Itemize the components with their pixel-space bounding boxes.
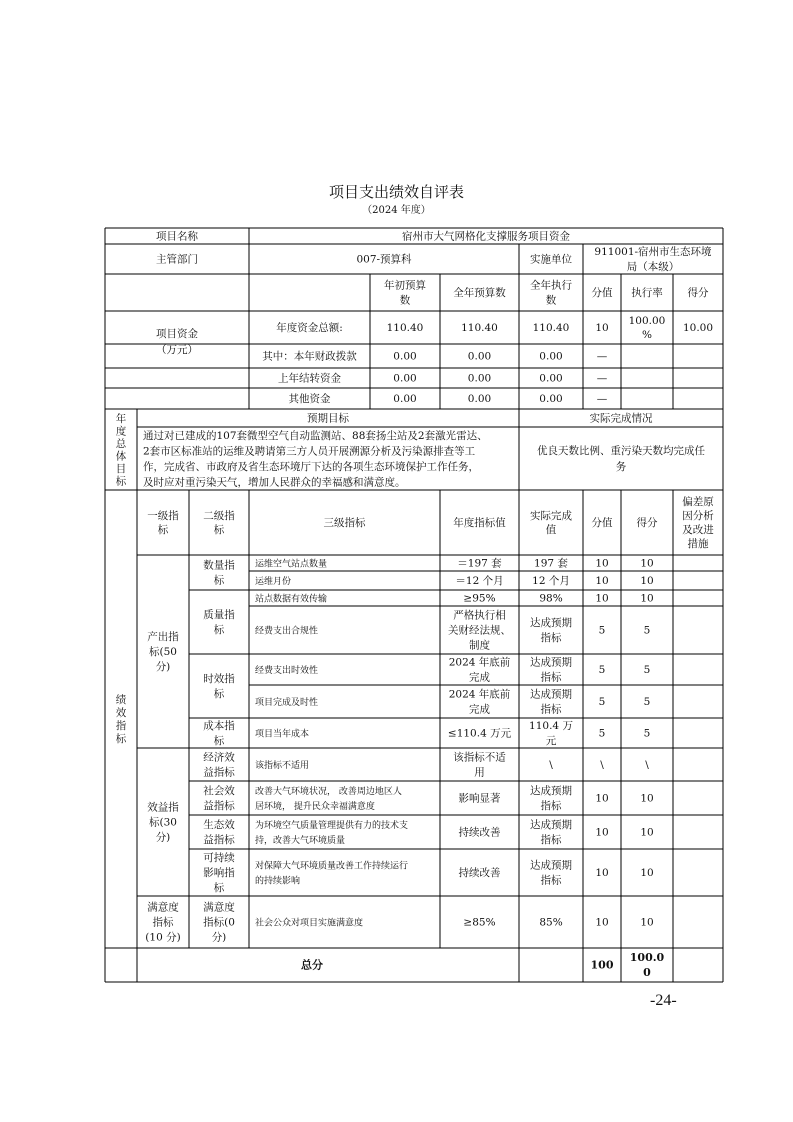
indicator-score: 10 — [595, 867, 609, 880]
expected-goal-text: 通过对已建成的107套微型空气自动监测站、88套扬尘站及2套激光雷达、 — [143, 429, 488, 442]
dept-value: 007-预算科 — [356, 253, 412, 266]
performance-side-label: 指 — [115, 720, 127, 733]
subgroup-quantity: 数量指 — [203, 559, 235, 572]
funds-row-score: 10 — [595, 322, 609, 335]
indicator-name: 改善大气环境状况， 改善周边地区人 — [255, 787, 402, 798]
indicator-score: 10 — [595, 592, 609, 605]
indicator-target: 持续改善 — [458, 867, 501, 880]
subgroup-economic: 益指标 — [203, 766, 235, 779]
project-name-value: 宿州市大气网格化支撑服务项目资金 — [402, 230, 570, 243]
actual-result-text: 务 — [615, 461, 627, 474]
indicator-got: 10 — [640, 792, 654, 805]
funds-row-full: 110.40 — [461, 322, 498, 335]
goals-side-label: 目 — [115, 462, 127, 475]
total-label: 总分 — [301, 958, 323, 972]
total-got: 0 — [643, 966, 651, 980]
subgroup-social: 社会效 — [203, 785, 235, 798]
indicator-actual: 达成预期 — [530, 617, 572, 630]
funds-row-exec: 0.00 — [539, 372, 563, 385]
indicator-actual: 元 — [545, 735, 557, 748]
indicator-target: ≤110.4 万元 — [447, 727, 512, 740]
indicator-actual: 指标 — [540, 800, 562, 813]
funds-row-label: 上年结转资金 — [278, 372, 341, 385]
funds-row-exec: 0.00 — [539, 350, 563, 363]
indicator-name: 经费支出时效性 — [255, 666, 319, 677]
col-rate: 执行率 — [631, 287, 663, 300]
project-name-label: 项目名称 — [156, 230, 198, 243]
indicator-actual: 达成预期 — [530, 688, 572, 701]
actual-result-text: 优良天数比例、重污染天数均完成任 — [537, 445, 705, 458]
goals-side-label: 总 — [115, 437, 127, 450]
indicator-actual: \ — [549, 759, 553, 772]
indicator-name: 居环境， 提升民众幸福满意度 — [255, 802, 375, 813]
indicator-score: 5 — [598, 624, 606, 637]
subgroup-cost: 成本指 — [203, 720, 235, 733]
header-level1: 一级指 — [147, 510, 179, 523]
header-score: 分值 — [591, 517, 613, 530]
group-output: 标(50 — [149, 646, 177, 659]
indicator-score: 10 — [595, 557, 609, 570]
indicator-name: 项目当年成本 — [255, 729, 310, 740]
indicator-name: 该指标不适用 — [255, 761, 310, 772]
indicator-got: 10 — [640, 867, 654, 880]
col-score: 分值 — [591, 287, 613, 300]
funds-row-initial: 0.00 — [393, 350, 417, 363]
indicator-actual: 98% — [539, 592, 563, 605]
group-benefit: 效益指 — [147, 801, 179, 814]
indicator-target: 用 — [474, 766, 485, 779]
indicator-target: 关财经法规、 — [448, 624, 511, 637]
group-satisfaction: 满意度 — [147, 901, 179, 914]
funds-row-initial: 110.40 — [386, 322, 424, 335]
funds-row-score: — — [596, 372, 608, 385]
expected-goal-text: 及时应对重污染天气，增加人民群众的幸福感和满意度。 — [143, 476, 406, 489]
subgroup-cost: 标 — [213, 735, 225, 748]
funds-row-initial: 0.00 — [393, 393, 417, 406]
indicator-actual: 指标 — [540, 834, 562, 847]
indicator-got: 10 — [640, 916, 654, 929]
header-got: 得分 — [636, 517, 658, 530]
performance-side-label: 绩 — [115, 694, 127, 707]
indicator-target: ＝197 套 — [457, 557, 502, 570]
funds-row-label: 其中：本年财政拨款 — [262, 350, 357, 363]
indicator-name: 运维空气站点数量 — [255, 559, 328, 570]
col-full-budget: 全年预算数 — [453, 287, 506, 300]
indicator-name: 站点数据有效传输 — [255, 594, 328, 605]
funds-row-rate: % — [642, 329, 652, 342]
indicator-got: 10 — [640, 575, 654, 588]
indicator-target: 完成 — [469, 671, 490, 684]
group-satisfaction: 指标 — [152, 916, 174, 929]
header-level2: 二级指 — [203, 510, 235, 523]
subgroup-quality: 质量指 — [203, 609, 235, 622]
indicator-name: 项目完成及时性 — [255, 698, 319, 709]
subgroup-timeliness: 时效指 — [203, 673, 235, 686]
funds-row-score: — — [596, 350, 608, 363]
indicator-score: 10 — [595, 575, 609, 588]
subgroup-ecological: 生态效 — [203, 819, 235, 832]
funds-row-full: 0.00 — [467, 372, 492, 385]
group-output: 产出指 — [147, 631, 179, 644]
subgroup-quality: 标 — [213, 624, 225, 637]
indicator-score: 5 — [598, 696, 606, 709]
header-level1: 标 — [157, 524, 169, 537]
expected-goal-text: 2套市区标准站的运维及聘请第三方人员开展溯源分析及污染源排查等工 — [143, 445, 476, 458]
funds-row-got: 10.00 — [682, 322, 714, 335]
goals-side-label: 体 — [115, 450, 127, 463]
indicator-target: 完成 — [469, 703, 490, 716]
funds-row-label: 年度资金总额: — [276, 322, 343, 335]
indicator-score: 10 — [595, 826, 609, 839]
funds-row-exec: 110.40 — [532, 322, 570, 335]
header-deviation: 措施 — [687, 538, 709, 551]
subgroup-economic: 经济效 — [203, 751, 235, 764]
indicator-got: 10 — [640, 826, 654, 839]
indicator-target: 该指标不适 — [453, 751, 506, 764]
page-number: -24- — [650, 992, 677, 1009]
indicator-target: ≥95% — [463, 592, 496, 605]
document-title: 项目支出绩效自评表 — [328, 183, 464, 201]
col-initial-budget: 数 — [399, 294, 411, 307]
indicator-actual: 达成预期 — [530, 656, 572, 669]
goals-side-label: 度 — [115, 425, 127, 438]
indicator-got: \ — [645, 759, 649, 772]
group-benefit: 标(30 — [149, 816, 177, 829]
subgroup-social: 益指标 — [203, 800, 235, 813]
indicator-actual: 85% — [539, 916, 563, 929]
indicator-got: 10 — [640, 557, 654, 570]
funds-label: 项目资金 — [156, 328, 198, 341]
funds-row-full: 0.00 — [467, 350, 492, 363]
header-actual: 值 — [545, 524, 557, 537]
header-deviation: 偏差原 — [682, 496, 714, 509]
indicator-target: 制度 — [469, 639, 490, 652]
dept-label: 主管部门 — [156, 253, 198, 266]
funds-row-score: — — [596, 393, 608, 406]
subgroup-sustainable: 影响指 — [203, 867, 235, 880]
funds-row-rate: 100.00 — [628, 315, 666, 328]
funds-row-initial: 0.00 — [393, 372, 417, 385]
indicator-target: 持续改善 — [458, 826, 501, 839]
header-level3: 三级指标 — [323, 517, 366, 530]
indicator-actual: 达成预期 — [530, 819, 572, 832]
header-actual: 实际完成 — [530, 510, 572, 523]
indicator-got: 5 — [643, 727, 651, 740]
indicator-score: 5 — [598, 727, 606, 740]
indicator-got: 10 — [640, 592, 654, 605]
subgroup-sustainable: 标 — [213, 882, 225, 895]
indicator-name: 对保障大气环境质量改善工作持续运行 — [255, 861, 409, 872]
expected-goal-header: 预期目标 — [307, 412, 349, 425]
header-deviation: 及改进 — [682, 524, 714, 537]
col-executed: 数 — [545, 294, 557, 307]
col-got: 得分 — [687, 287, 709, 300]
indicator-target: 严格执行相 — [453, 609, 506, 622]
impl-value: 911001-宿州市生态环境 — [594, 246, 712, 259]
impl-value: 局（本级） — [626, 261, 680, 274]
indicator-name: 社会公众对项目实施满意度 — [255, 918, 364, 929]
impl-label: 实施单位 — [530, 253, 572, 266]
group-satisfaction: (10 分) — [145, 931, 181, 944]
indicator-target: ≥85% — [463, 916, 496, 929]
funds-row-exec: 0.00 — [539, 393, 563, 406]
indicator-actual: 指标 — [540, 632, 562, 645]
subgroup-timeliness: 标 — [213, 688, 225, 701]
subgroup-sustainable: 可持续 — [203, 852, 235, 865]
indicator-target: 影响显著 — [458, 792, 501, 805]
indicator-name: 的持续影响 — [255, 876, 301, 887]
indicator-score: \ — [600, 759, 604, 772]
subgroup-quantity: 标 — [213, 574, 225, 587]
indicator-score: 10 — [595, 916, 609, 929]
indicator-target: ＝12 个月 — [455, 575, 504, 588]
performance-side-label: 标 — [115, 733, 127, 746]
group-output: 分) — [155, 661, 171, 674]
indicator-name: 运维月份 — [255, 577, 292, 588]
indicator-target: 2024 年底前 — [448, 656, 511, 669]
indicator-actual: 197 套 — [534, 557, 568, 570]
indicator-actual: 110.4 万 — [529, 720, 573, 733]
expected-goal-text: 作，完成省、市政府及省生态环境厅下达的各项生态环境保护工作任务， — [143, 460, 479, 473]
document-subtitle: （2024 年度） — [362, 205, 431, 216]
total-score: 100 — [590, 958, 614, 972]
header-target: 年度指标值 — [453, 517, 506, 530]
col-initial-budget: 年初预算 — [384, 279, 426, 292]
subgroup-ecological: 益指标 — [203, 834, 235, 847]
goals-side-label: 标 — [115, 475, 127, 488]
indicator-actual: 指标 — [540, 703, 562, 716]
col-executed: 全年执行 — [530, 279, 572, 292]
subgroup-satisfaction: 满意度 — [203, 901, 235, 914]
indicator-got: 5 — [643, 696, 651, 709]
indicator-actual: 达成预期 — [530, 785, 572, 798]
indicator-got: 5 — [643, 624, 651, 637]
performance-side-label: 效 — [115, 707, 127, 720]
header-level2: 标 — [213, 524, 225, 537]
funds-row-full: 0.00 — [467, 393, 492, 406]
indicator-got: 5 — [643, 664, 651, 677]
group-benefit: 分) — [155, 831, 171, 844]
indicator-name: 为环境空气质量管理提供有力的技术支 — [255, 821, 409, 832]
funds-label: （万元） — [156, 344, 198, 357]
indicator-name: 持，改善大气环境质量 — [255, 836, 346, 847]
goals-side-label: 年 — [115, 412, 127, 425]
actual-result-header: 实际完成情况 — [589, 412, 653, 425]
funds-row-label: 其他资金 — [288, 393, 331, 406]
indicator-target: 2024 年底前 — [448, 688, 511, 701]
indicator-actual: 12 个月 — [532, 575, 570, 588]
indicator-actual: 指标 — [540, 671, 562, 684]
indicator-score: 10 — [595, 792, 609, 805]
indicator-score: 5 — [598, 664, 606, 677]
indicator-actual: 指标 — [540, 874, 562, 887]
subgroup-satisfaction: 指标(0 — [203, 916, 235, 929]
total-got: 100.0 — [629, 951, 665, 965]
subgroup-satisfaction: 分) — [211, 931, 227, 944]
header-deviation: 因分析 — [682, 510, 714, 523]
indicator-actual: 达成预期 — [530, 859, 572, 872]
indicator-name: 经费支出合规性 — [255, 626, 319, 637]
